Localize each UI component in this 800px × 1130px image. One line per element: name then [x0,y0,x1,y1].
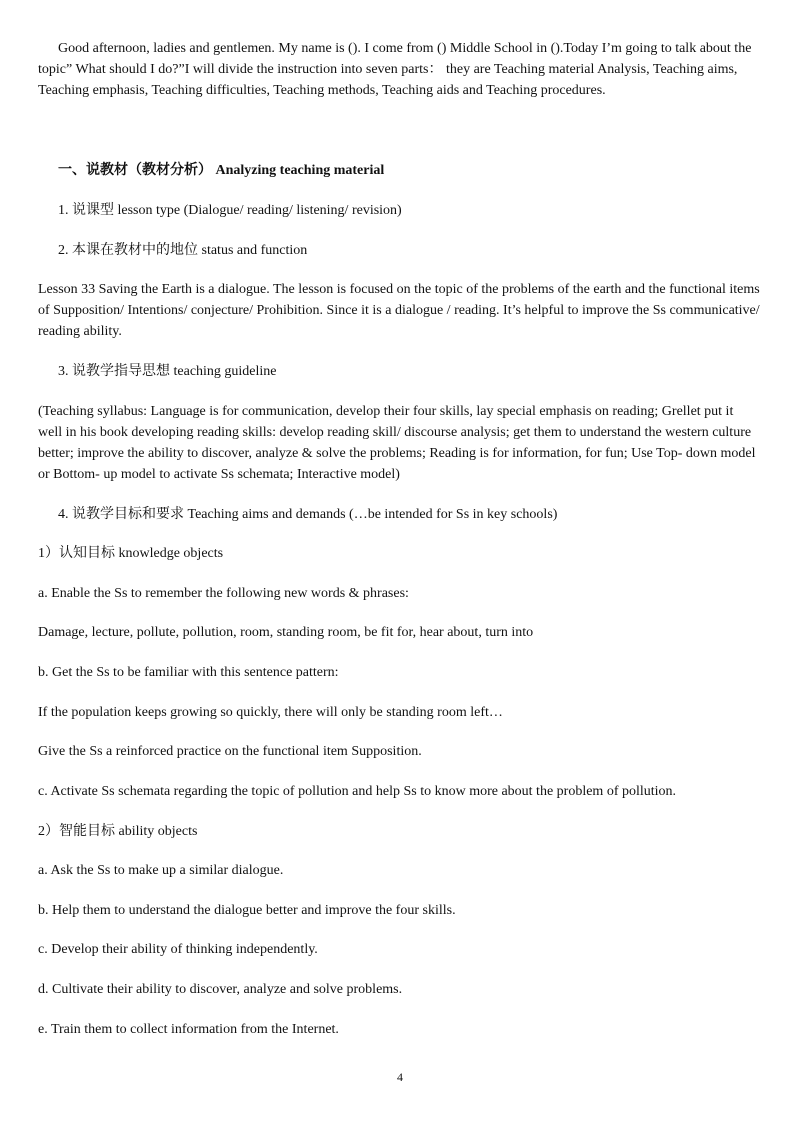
ability-objects-heading: 2）智能目标 ability objects [38,824,198,839]
knowledge-object-c: c. Activate Ss schemata regarding the topic of pollution and help Ss to know more about the problem of pollution. [38,784,677,799]
ability-object-a: a. Ask the Ss to make up a similar dialogue. [38,863,284,878]
item-lesson-type: 1. 说课型 lesson type (Dialogue/ reading/ listening/ revision) [58,203,402,218]
knowledge-object-a: a. Enable the Ss to remember the following new words & phrases: [38,586,409,601]
intro-paragraph: Good afternoon, ladies and gentlemen. My name is (). I come from () Middle School in ().Today I’m going to talk about the topic” What should I do?”I will divide the instruction into seven parts： they are Teaching material Analysis, Teaching aims, Teaching emphasis, Teaching difficulties, Teaching methods, Teaching aids and Teaching procedures. [38,41,752,98]
section-heading-teaching-material: 一、说教材（教材分析） Analyzing teaching material [58,163,385,178]
item-teaching-guideline: 3. 说教学指导思想 teaching guideline [58,364,277,379]
new-words-list: Damage, lecture, pollute, pollution, room, standing room, be fit for, hear about, turn into [38,625,534,640]
sentence-pattern: If the population keeps growing so quickly, there will only be standing room left… [38,705,503,720]
ability-object-c: c. Develop their ability of thinking independently. [38,942,318,957]
ability-object-b: b. Help them to understand the dialogue better and improve the four skills. [38,903,456,918]
knowledge-objects-heading: 1）认知目标 knowledge objects [38,546,224,561]
ability-object-e: e. Train them to collect information from the Internet. [38,1022,339,1037]
supposition-practice: Give the Ss a reinforced practice on the functional item Supposition. [38,744,422,759]
knowledge-object-b: b. Get the Ss to be familiar with this sentence pattern: [38,665,339,680]
status-function-paragraph: Lesson 33 Saving the Earth is a dialogue. The lesson is focused on the topic of the problems of the earth and the functional items of Supposition/ Intentions/ conjecture/ Prohibition. Since it is a dialogue / reading. It’s helpful to improve the Ss communicative/ reading ability. [38,282,760,339]
item-teaching-aims: 4. 说教学目标和要求 Teaching aims and demands (…be intended for Ss in key schools) [58,507,558,522]
item-status-function: 2. 本课在教材中的地位 status and function [58,243,308,258]
teaching-guideline-paragraph: (Teaching syllabus: Language is for communication, develop their four skills, lay special emphasis on reading; Grellet put it well in his book developing reading skills: develop reading skill/ discourse analysis; get them to understand the western culture better; improve the ability to discover, analyze & solve the problems; Reading is for information, for fun; Use Top- down model or Bottom- up model to activate Ss schemata; Interactive model) [38,404,756,482]
page-number: 4 [397,1070,403,1084]
ability-object-d: d. Cultivate their ability to discover, analyze and solve problems. [38,982,403,997]
